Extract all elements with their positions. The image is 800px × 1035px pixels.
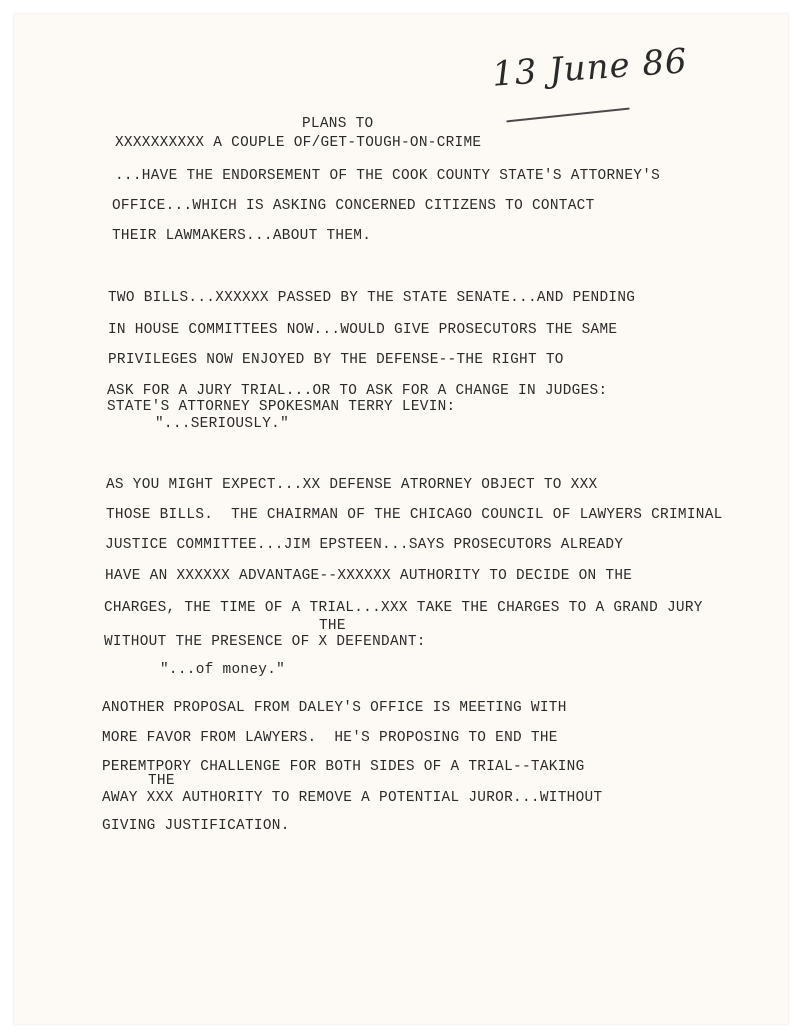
typed-line: STATE'S ATTORNEY SPOKESMAN TERRY LEVIN: [107,399,456,415]
typed-line: THEIR LAWMAKERS...ABOUT THEM. [112,228,372,244]
typed-line: HAVE AN XXXXXX ADVANTAGE--XXXXXX AUTHORITY TO DECIDE ON THE [105,568,633,584]
document-page [14,14,788,1024]
handwritten-date: 13 June 86 [490,41,689,95]
typed-line: GIVING JUSTIFICATION. [102,818,290,834]
typed-line: THE [319,618,346,634]
typed-line: JUSTICE COMMITTEE...JIM EPSTEEN...SAYS PROSECUTORS ALREADY [105,537,624,553]
typed-line: THOSE BILLS. THE CHAIRMAN OF THE CHICAGO COUNCIL OF LAWYERS CRIMINAL [106,507,723,523]
typed-line: ANOTHER PROPOSAL FROM DALEY'S OFFICE IS MEETING WITH [102,700,567,716]
typed-line: PRIVILEGES NOW ENJOYED BY THE DEFENSE--THE RIGHT TO [108,352,564,368]
typed-line: ASK FOR A JURY TRIAL...OR TO ASK FOR A CHANGE IN JUDGES: [107,383,608,399]
typed-line: PLANS TO [302,116,374,132]
typed-line: CHARGES, THE TIME OF A TRIAL...XXX TAKE THE CHARGES TO A GRAND JURY [104,600,703,616]
typed-line: AS YOU MIGHT EXPECT...XX DEFENSE ATRORNEY OBJECT TO XXX [106,477,598,493]
typed-line: PEREMTPORY CHALLENGE FOR BOTH SIDES OF A TRIAL--TAKING [102,759,585,775]
handwritten-underline [506,108,630,123]
typed-line: "...SERIOUSLY." [155,416,290,432]
typed-line: WITHOUT THE PRESENCE OF X DEFENDANT: [104,634,426,650]
typed-line: ...HAVE THE ENDORSEMENT OF THE COOK COUNTY STATE'S ATTORNEY'S [115,168,661,184]
typed-line: THE [148,773,175,789]
typed-line: TWO BILLS...XXXXXX PASSED BY THE STATE SENATE...AND PENDING [108,290,636,306]
typed-line: XXXXXXXXXX A COUPLE OF/GET-TOUGH-ON-CRIME [115,135,482,151]
typed-line: AWAY XXX AUTHORITY TO REMOVE A POTENTIAL JUROR...WITHOUT [102,790,603,806]
typed-line: OFFICE...WHICH IS ASKING CONCERNED CITIZENS TO CONTACT [112,198,595,214]
typed-line: MORE FAVOR FROM LAWYERS. HE'S PROPOSING TO END THE [102,730,558,746]
typed-line: "...of money." [160,662,286,678]
typed-line: IN HOUSE COMMITTEES NOW...WOULD GIVE PROSECUTORS THE SAME [108,322,618,338]
